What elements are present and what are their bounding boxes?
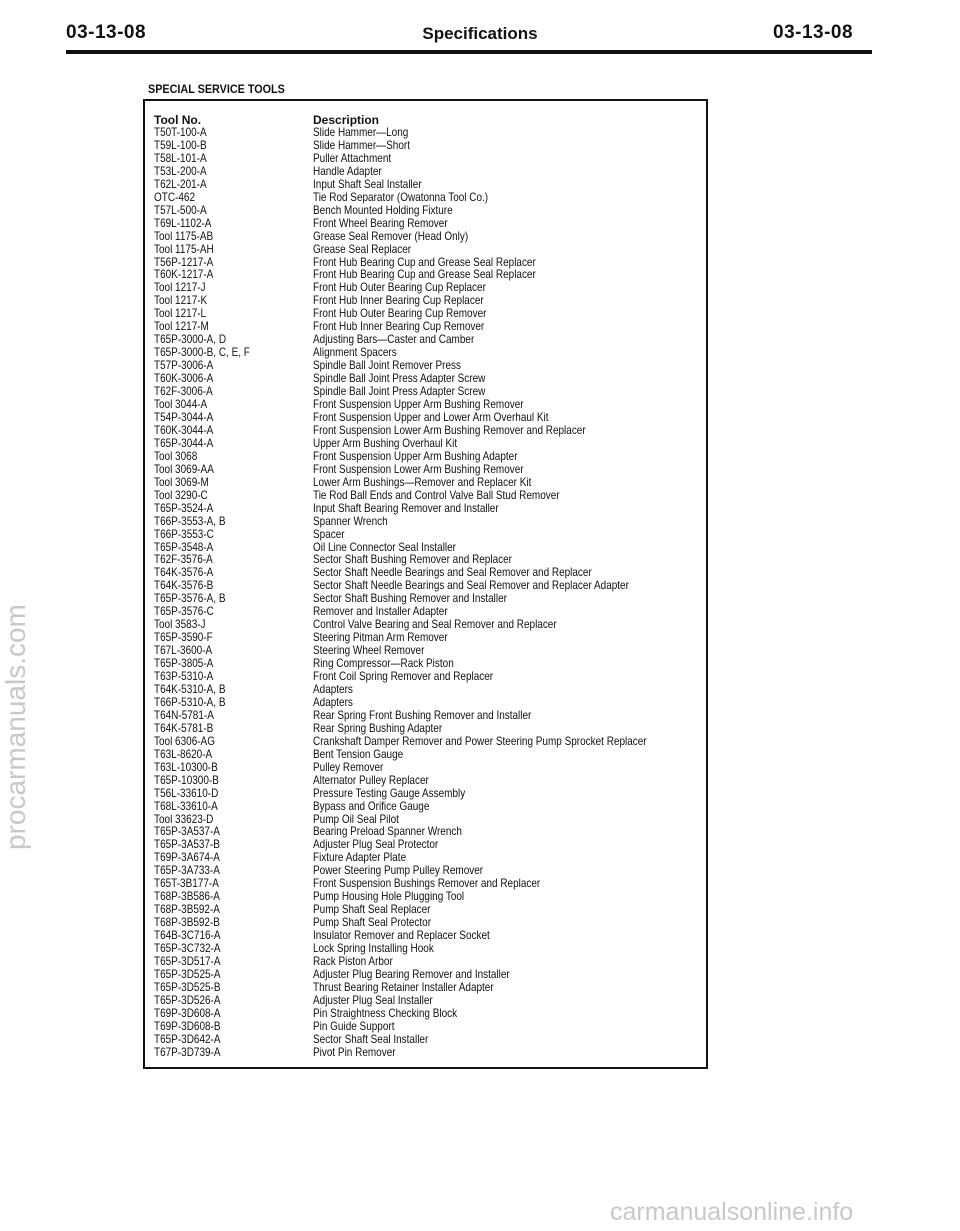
description-cell: Front Suspension Lower Arm Bushing Remover <box>313 462 524 476</box>
description-cell: Tie Rod Separator (Owatonna Tool Co.) <box>313 190 489 204</box>
description-cell: Front Suspension Upper Arm Bushing Remover <box>313 398 524 412</box>
tool-number-cell: T63L-8620-A <box>154 747 213 761</box>
bottom-watermark: carmanualsonline.info <box>610 1198 854 1226</box>
description-cell: Rear Spring Front Bushing Remover and Installer <box>313 708 532 722</box>
tool-number-cell: T65P-3A537-B <box>154 838 220 852</box>
tool-number-cell: T65P-3576-C <box>154 605 214 619</box>
tool-number-cell: T57L-500-A <box>154 203 207 217</box>
description-cell: Front Hub Bearing Cup and Grease Seal Replacer <box>313 268 536 282</box>
description-cell: Pin Guide Support <box>313 1019 395 1033</box>
description-cell: Pressure Testing Gauge Assembly <box>313 786 466 800</box>
tool-number-cell: T68P-3B592-A <box>154 903 220 917</box>
tool-number-cell: T67P-3D739-A <box>154 1045 221 1059</box>
description-cell: Sector Shaft Seal Installer <box>313 1032 429 1046</box>
tool-number-cell: Tool 3069-AA <box>154 462 214 476</box>
description-cell: Lock Spring Installing Hook <box>313 942 434 956</box>
tool-number-cell: T65P-3590-F <box>154 631 213 645</box>
tool-number-cell: T50T-100-A <box>154 126 207 139</box>
description-cell: Bearing Preload Spanner Wrench <box>313 825 462 839</box>
description-cell: Front Suspension Upper and Lower Arm Overhaul Kit <box>313 410 549 424</box>
tool-number-cell: T68P-3B592-B <box>154 916 220 930</box>
description-column <box>313 114 701 1060</box>
page-title: Specifications <box>422 24 538 43</box>
description-cell: Grease Seal Remover (Head Only) <box>313 229 469 243</box>
description-cell: Spacer <box>313 527 345 541</box>
description-cell: Adjuster Plug Seal Protector <box>313 838 439 852</box>
description-cell: Adjuster Plug Bearing Remover and Installer <box>313 967 510 981</box>
tool-number-cell: Tool 3044-A <box>154 398 208 412</box>
page-number-left: 03-13-08 <box>66 22 147 43</box>
description-cell: Input Shaft Seal Installer <box>313 177 422 191</box>
description-cell: Front Suspension Bushings Remover and Replacer <box>313 877 541 891</box>
tool-number-cell: T65P-3A537-A <box>154 825 220 839</box>
description-cell: Insulator Remover and Replacer Socket <box>313 929 490 943</box>
tool-number-cell: T65P-10300-B <box>154 773 219 787</box>
description-cell: Pump Housing Hole Plugging Tool <box>313 890 465 904</box>
tool-number-cell: T64K-5310-A, B <box>154 682 226 696</box>
tool-number-cell: T56L-33610-D <box>154 786 219 800</box>
tool-number-cell: T64K-3576-B <box>154 579 214 593</box>
description-cell: Front Wheel Bearing Remover <box>313 216 448 230</box>
tool-number-cell: T65P-3D525-B <box>154 980 221 994</box>
tool-number-cell: T60K-3044-A <box>154 423 214 437</box>
tool-number-cell: T65P-3D526-A <box>154 993 221 1007</box>
description-cell: Pump Oil Seal Pilot <box>313 812 399 826</box>
tool-number-cell: T65P-3D517-A <box>154 955 221 968</box>
tool-number-cell: T57P-3006-A <box>154 359 214 373</box>
tool-number-cell: Tool 3290-C <box>154 488 208 502</box>
description-cell: Bent Tension Gauge <box>313 747 404 761</box>
tool-number-cell: Tool 1217-J <box>154 281 206 295</box>
tool-number-cell: Tool 3068 <box>154 449 198 463</box>
tool-number-cell: Tool 3069-M <box>154 475 209 489</box>
tool-number-cell: T64K-3576-A <box>154 566 214 580</box>
description-cell: Front Hub Inner Bearing Cup Remover <box>313 320 485 334</box>
tool-number-cell: T62L-201-A <box>154 177 207 191</box>
tool-number-cell: Tool 33623-D <box>154 812 214 826</box>
tool-number-cell: T65P-3548-A <box>154 540 214 554</box>
description-cell: Front Coil Spring Remover and Replacer <box>313 670 494 684</box>
description-cell: Slide Hammer—Long <box>313 126 409 139</box>
tool-number-cell: Tool 1217-K <box>154 294 208 308</box>
tool-number-cell: OTC-462 <box>154 190 196 204</box>
tool-number-cell: T64B-3C716-A <box>154 929 221 943</box>
description-cell: Tie Rod Ball Ends and Control Valve Ball Stud Remover <box>313 488 560 502</box>
description-cell: Adapters <box>313 682 353 696</box>
tool-number-cell: T56P-1217-A <box>154 255 214 269</box>
description-cell: Input Shaft Bearing Remover and Installer <box>313 501 499 515</box>
description-cell: Slide Hammer—Short <box>313 138 410 152</box>
tool-number-cell: T62F-3576-A <box>154 553 213 567</box>
tool-number-column <box>154 114 265 1060</box>
description-cell: Control Valve Bearing and Seal Remover and Replacer <box>313 618 557 632</box>
tool-number-cell: Tool 1217-L <box>154 307 207 321</box>
tool-number-cell: T53L-200-A <box>154 164 207 178</box>
description-cell: Spindle Ball Joint Remover Press <box>313 359 461 373</box>
section-title: SPECIAL SERVICE TOOLS <box>148 82 285 96</box>
tool-number-cell: T65P-3044-A <box>154 436 214 450</box>
tool-number-cell: T58L-101-A <box>154 151 207 165</box>
description-cell: Sector Shaft Needle Bearings and Seal Remover and Replacer <box>313 566 592 580</box>
description-cell: Adapters <box>313 695 353 709</box>
description-cell: Front Hub Outer Bearing Cup Replacer <box>313 281 486 295</box>
description-cell: Thrust Bearing Retainer Installer Adapter <box>313 980 494 994</box>
tool-number-cell: T66P-3553-A, B <box>154 514 226 528</box>
description-cell: Front Suspension Lower Arm Bushing Remover and Replacer <box>313 423 586 437</box>
tool-number-cell: Tool 1217-M <box>154 320 209 334</box>
description-cell: Pump Shaft Seal Protector <box>313 916 432 930</box>
tool-number-cell: T67L-3600-A <box>154 644 213 658</box>
tool-number-cell: T54P-3044-A <box>154 410 214 424</box>
description-cell: Front Hub Bearing Cup and Grease Seal Replacer <box>313 255 536 269</box>
tool-number-cell: T68P-3B586-A <box>154 890 220 904</box>
description-cell: Front Suspension Upper Arm Bushing Adapter <box>313 449 518 463</box>
description-cell: Oil Line Connector Seal Installer <box>313 540 456 554</box>
tool-number-cell: Tool 1175-AB <box>154 229 214 243</box>
tool-number-cell: T68L-33610-A <box>154 799 218 813</box>
tool-number-cell: T60K-3006-A <box>154 372 214 386</box>
description-cell: Adjusting Bars—Caster and Camber <box>313 333 475 347</box>
tool-number-cell: T65P-3576-A, B <box>154 592 226 606</box>
tool-number-cell: T65P-3805-A <box>154 657 214 671</box>
description-cell: Remover and Installer Adapter <box>313 605 448 619</box>
tool-number-cell: T65P-3D525-A <box>154 967 221 981</box>
tool-number-cell: T64N-5781-A <box>154 708 214 722</box>
description-cell: Handle Adapter <box>313 164 382 178</box>
tool-number-cell: T60K-1217-A <box>154 268 214 282</box>
description-cell: Spindle Ball Joint Press Adapter Screw <box>313 372 486 386</box>
description-cell: Power Steering Pump Pulley Remover <box>313 864 484 878</box>
description-cell: Steering Wheel Remover <box>313 644 425 658</box>
tool-number-cell: T69L-1102-A <box>154 216 212 230</box>
description-cell: Alignment Spacers <box>313 346 397 360</box>
description-header: Description <box>313 113 380 127</box>
description-cell: Grease Seal Replacer <box>313 242 412 256</box>
description-cell: Pin Straightness Checking Block <box>313 1006 458 1020</box>
tool-number-cell: T69P-3D608-A <box>154 1006 221 1020</box>
tool-number-cell: T65P-3524-A <box>154 501 214 515</box>
description-cell: Lower Arm Bushings—Remover and Replacer Kit <box>313 475 532 489</box>
description-cell: Rack Piston Arbor <box>313 955 393 968</box>
description-cell: Front Hub Outer Bearing Cup Remover <box>313 307 487 321</box>
tool-number-cell: T63P-5310-A <box>154 670 214 684</box>
tool-number-cell: T65P-3A733-A <box>154 864 220 878</box>
description-cell: Alternator Pulley Replacer <box>313 773 429 787</box>
tool-number-cell: T65T-3B177-A <box>154 877 219 891</box>
description-cell: Front Hub Inner Bearing Cup Replacer <box>313 294 484 308</box>
description-cell: Pump Shaft Seal Replacer <box>313 903 431 917</box>
description-cell: Fixture Adapter Plate <box>313 851 407 865</box>
description-cell: Sector Shaft Bushing Remover and Installer <box>313 592 507 606</box>
tool-number-cell: T65P-3000-B, C, E, F <box>154 346 250 360</box>
tool-number-cell: T64K-5781-B <box>154 721 214 735</box>
tool-number-header: Tool No. <box>154 113 202 127</box>
tool-number-cell: T65P-3D642-A <box>154 1032 221 1046</box>
description-cell: Puller Attachment <box>313 151 392 165</box>
description-cell: Spanner Wrench <box>313 514 388 528</box>
description-cell: Pulley Remover <box>313 760 384 774</box>
page-number-right: 03-13-08 <box>773 22 854 43</box>
tool-number-cell: Tool 3583-J <box>154 618 206 632</box>
header-rule <box>66 50 872 54</box>
tool-number-cell: T63L-10300-B <box>154 760 218 774</box>
description-cell: Crankshaft Damper Remover and Power Steering Pump Sprocket Replacer <box>313 734 647 748</box>
tool-number-cell: Tool 1175-AH <box>154 242 214 256</box>
description-cell: Ring Compressor—Rack Piston <box>313 657 454 671</box>
description-cell: Bench Mounted Holding Fixture <box>313 203 453 217</box>
tool-number-cell: T66P-3553-C <box>154 527 214 541</box>
side-watermark-text: procarmanuals.com <box>0 604 31 850</box>
description-cell: Adjuster Plug Seal Installer <box>313 993 433 1007</box>
description-cell: Upper Arm Bushing Overhaul Kit <box>313 436 458 450</box>
description-cell: Steering Pitman Arm Remover <box>313 631 448 645</box>
tool-number-cell: Tool 6306-AG <box>154 734 215 748</box>
description-cell: Sector Shaft Bushing Remover and Replacer <box>313 553 512 567</box>
tool-number-cell: T69P-3D608-B <box>154 1019 221 1033</box>
description-cell: Spindle Ball Joint Press Adapter Screw <box>313 385 486 399</box>
description-cell: Bypass and Orifice Gauge <box>313 799 430 813</box>
tool-number-cell: T66P-5310-A, B <box>154 695 226 709</box>
tool-number-cell: T65P-3000-A, D <box>154 333 227 347</box>
tool-number-cell: T69P-3A674-A <box>154 851 220 865</box>
description-cell: Sector Shaft Needle Bearings and Seal Remover and Replacer Adapter <box>313 579 629 593</box>
tool-number-cell: T62F-3006-A <box>154 385 213 399</box>
tool-number-cell: T59L-100-B <box>154 138 207 152</box>
description-cell: Rear Spring Bushing Adapter <box>313 721 443 735</box>
tool-number-cell: T65P-3C732-A <box>154 942 221 956</box>
description-cell: Pivot Pin Remover <box>313 1045 396 1059</box>
